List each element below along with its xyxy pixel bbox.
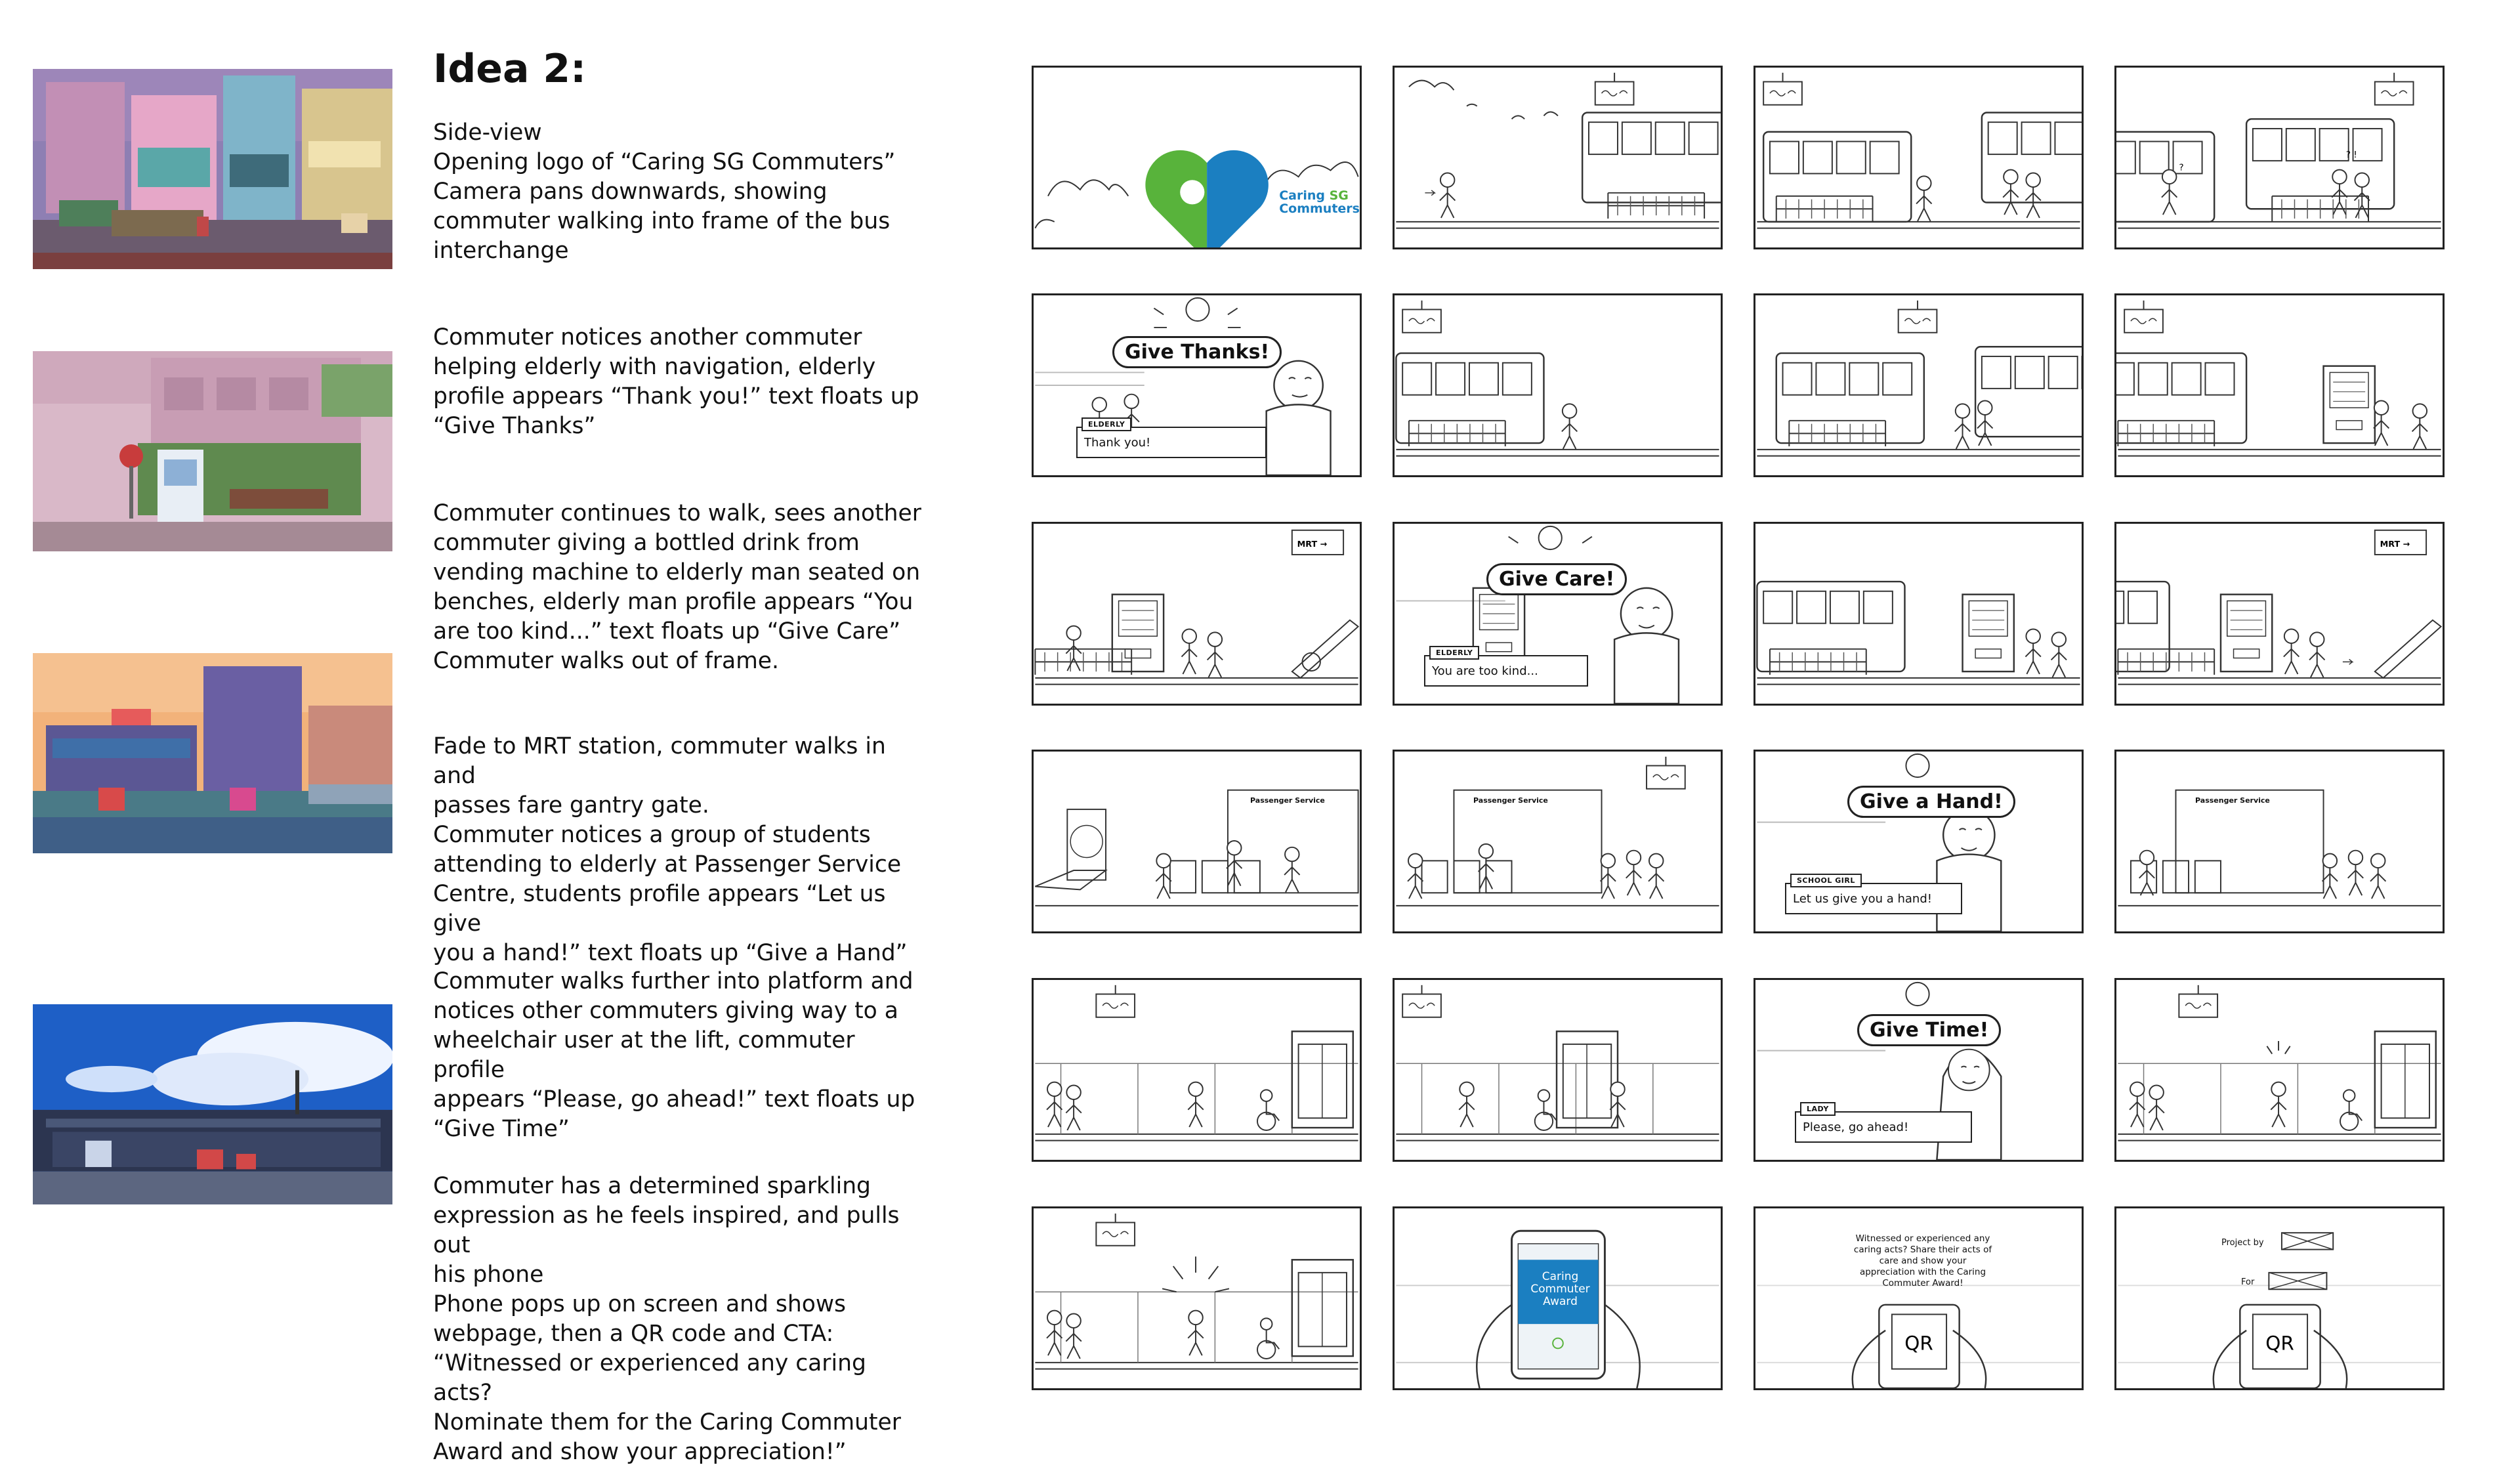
desc-line: Phone pops up on screen and shows	[433, 1291, 847, 1317]
svg-text:QR: QR	[1904, 1332, 1933, 1355]
cta-line: appreciation with the Caring	[1859, 1267, 1986, 1277]
phone-text-line: Caring	[1542, 1270, 1579, 1283]
desc-line: Commuter notices a group of students	[433, 822, 871, 848]
dialog-tag: ELDERLY	[1082, 417, 1131, 431]
phone-text-line: Commuter	[1530, 1283, 1590, 1296]
desc-line: Centre, students profile appears “Let us give	[433, 881, 886, 937]
storyboard-frame-6-4	[2114, 1206, 2445, 1390]
desc-line: notices other commuters giving way to a	[433, 998, 898, 1024]
desc-line: you a hand!” text floats up “Give a Hand”	[433, 940, 908, 966]
desc-line: commuter giving a bottled drink from	[433, 530, 860, 556]
cta-line: Commuter Award!	[1882, 1278, 1964, 1288]
desc-line: Commuter has a determined sparkling	[433, 1173, 871, 1199]
storyboard-frame-2-3	[1754, 293, 2084, 477]
storyboard-frame-1-3	[1754, 66, 2084, 249]
storyboard-frame-6-2	[1393, 1206, 1723, 1390]
passenger-service-sign: Passenger Service	[1250, 796, 1325, 805]
cta-text	[1847, 1233, 1998, 1289]
logo-word: SG	[1329, 188, 1349, 203]
desc-line: his phone	[433, 1262, 544, 1288]
dialog-text: You are too kind...	[1432, 664, 1538, 678]
desc-line: are too kind...” text floats up “Give Care”	[433, 618, 901, 645]
dialog-tag: ELDERLY	[1429, 646, 1479, 660]
desc-line: webpage, then a QR code and CTA:	[433, 1321, 834, 1347]
storyboard-frame-4-1	[1032, 750, 1362, 933]
storyboard-frame-3-3	[1754, 522, 2084, 706]
svg-text:? !: ? !	[2345, 150, 2357, 160]
desc-line: attending to elderly at Passenger Service	[433, 851, 902, 878]
desc-line: wheelchair user at the lift, commuter profile	[433, 1027, 855, 1083]
give-a-hand-bubble: Give a Hand!	[1847, 786, 2015, 818]
logo-word: Caring	[1279, 188, 1330, 203]
storyboard-frame-4-3	[1754, 750, 2084, 933]
desc-line: profile appears “Thank you!” text floats up	[433, 383, 919, 410]
desc-line: expression as he feels inspired, and pulls out	[433, 1202, 900, 1258]
desc-line: Opening logo of “Caring SG Commuters”	[433, 149, 896, 175]
storyboard-frame-6-3	[1754, 1206, 2084, 1390]
caring-sg-logo	[1139, 138, 1360, 249]
dialog-text: Thank you!	[1084, 436, 1151, 450]
svg-text:MRT →: MRT →	[2380, 539, 2410, 549]
storyboard-frame-1-2	[1393, 66, 1723, 249]
storyboard-frame-1-4	[2114, 66, 2445, 249]
cta-line: care and show your	[1879, 1256, 1967, 1266]
for-label: For	[2241, 1277, 2255, 1287]
storyboard-frame-5-1	[1032, 978, 1362, 1162]
desc-line: Camera pans downwards, showing	[433, 179, 828, 205]
storyboard-frame-5-3	[1754, 978, 2084, 1162]
logo-word: Commuters	[1279, 201, 1360, 216]
heart-logo-icon	[1139, 138, 1275, 249]
storyboard-frame-5-2	[1393, 978, 1723, 1162]
cta-line: Witnessed or experienced any	[1855, 1233, 1990, 1244]
give-care-bubble: Give Care!	[1486, 563, 1627, 595]
desc-line: “Witnessed or experienced any caring acts?	[433, 1350, 866, 1406]
storyboard-frame-3-2	[1393, 522, 1723, 706]
storyboard-frame-3-4	[2114, 522, 2445, 706]
desc-line: helping elderly with navigation, elderly	[433, 354, 876, 380]
dialog-text: Please, go ahead!	[1803, 1120, 1909, 1134]
desc-line: Side-view	[433, 119, 542, 146]
phone-award-title	[1519, 1271, 1601, 1308]
desc-line: vending machine to elderly man seated on	[433, 559, 921, 585]
school-girl-dialog	[1785, 876, 1962, 914]
svg-text:QR: QR	[2265, 1332, 2294, 1355]
phone-text-line: Award	[1543, 1295, 1578, 1308]
project-by-label: Project by	[2221, 1238, 2264, 1248]
reference-image-sunset-street	[33, 653, 392, 853]
elderly-dialog	[1076, 420, 1267, 458]
dialog-tag: LADY	[1800, 1102, 1836, 1116]
storyboard-frame-6-1	[1032, 1206, 1362, 1390]
dialog-text: Let us give you a hand!	[1793, 892, 1932, 906]
desc-line: Commuter walks further into platform and	[433, 968, 914, 994]
dialog-tag: SCHOOL GIRL	[1790, 874, 1862, 887]
desc-line: “Give Thanks”	[433, 413, 596, 439]
desc-line: benches, elderly man profile appears “You	[433, 589, 914, 615]
scene-description-5	[433, 967, 932, 1144]
give-thanks-bubble: Give Thanks!	[1112, 336, 1282, 368]
storyboard-frame-2-1	[1032, 293, 1362, 477]
reference-image-blue-sky-station	[33, 1004, 392, 1204]
storyboard-frame-2-4	[2114, 293, 2445, 477]
desc-line: commuter walking into frame of the bus	[433, 208, 891, 234]
page-title: Idea 2:	[433, 46, 587, 92]
passenger-service-sign: Passenger Service	[1473, 796, 1548, 805]
svg-text:?: ?	[2179, 162, 2184, 173]
reference-image-vending-street	[33, 351, 392, 551]
lady-dialog	[1795, 1105, 1972, 1143]
storyboard-frame-4-2	[1393, 750, 1723, 933]
reference-image-bus-interchange	[33, 69, 392, 269]
storyboard-frame-5-4	[2114, 978, 2445, 1162]
desc-line: passes fare gantry gate.	[433, 792, 709, 819]
storyboard-frame-2-2	[1393, 293, 1723, 477]
storyboard-frame-1-1	[1032, 66, 1362, 249]
cta-line: caring acts? Share their acts of	[1853, 1244, 1992, 1255]
desc-line: Award and show your appreciation!”	[433, 1439, 847, 1465]
passenger-service-sign: Passenger Service	[2195, 796, 2270, 805]
elderly-dialog-2	[1424, 648, 1588, 687]
desc-line: Fade to MRT station, commuter walks in and	[433, 733, 886, 789]
svg-text:MRT →: MRT →	[1297, 539, 1328, 549]
desc-line: Commuter walks out of frame.	[433, 648, 780, 674]
scene-description-3	[433, 499, 932, 676]
desc-line: interchange	[433, 238, 569, 264]
desc-line: Nominate them for the Caring Commuter	[433, 1409, 901, 1435]
scene-description-2	[433, 323, 932, 441]
desc-line: Commuter notices another commuter	[433, 324, 862, 351]
storyboard-frame-3-1	[1032, 522, 1362, 706]
scene-description-1	[433, 118, 932, 266]
desc-line: appears “Please, go ahead!” text floats up	[433, 1086, 915, 1113]
scene-description-4	[433, 732, 932, 968]
scene-description-6	[433, 1172, 932, 1467]
desc-line: Commuter continues to walk, sees another	[433, 500, 921, 526]
storyboard-frame-4-4	[2114, 750, 2445, 933]
give-time-bubble: Give Time!	[1857, 1014, 2001, 1046]
desc-line: “Give Time”	[433, 1116, 570, 1142]
